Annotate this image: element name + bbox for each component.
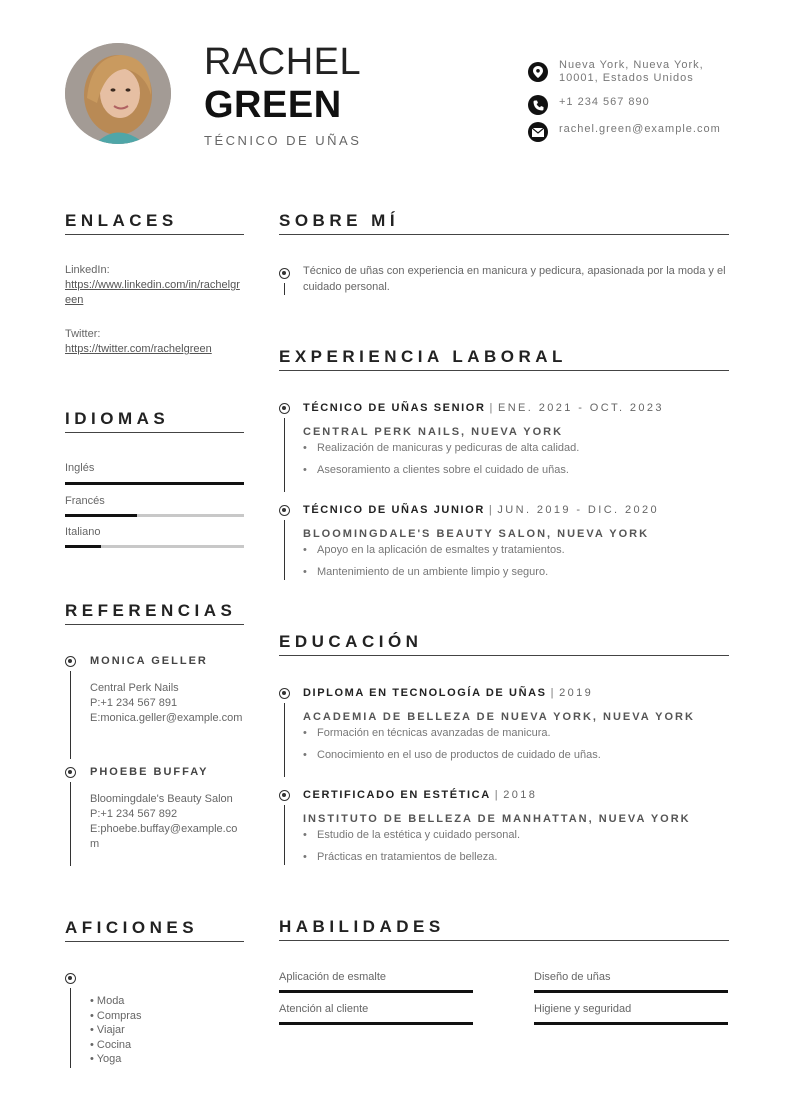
- first-name: RACHEL: [204, 41, 362, 83]
- twitter-block: [65, 327, 245, 357]
- language-level-bar: [65, 545, 244, 548]
- language-level-fill: [65, 482, 244, 485]
- education-heading: [303, 687, 593, 699]
- job-dates: ENE. 2021 - OCT. 2023: [497, 402, 664, 414]
- education-heading: [303, 789, 537, 801]
- reference-name: PHOEBE BUFFAY: [90, 766, 209, 778]
- language-level-bar: [65, 514, 244, 517]
- hobby-item: • Yoga: [90, 1053, 122, 1066]
- hobby-list: [90, 994, 142, 1067]
- timeline-line: [70, 671, 71, 759]
- avatar: [65, 43, 171, 144]
- education-dates: 2018: [503, 789, 538, 801]
- timeline-dot-icon: [279, 403, 290, 414]
- timeline-dot-icon: [279, 505, 290, 516]
- language-level-fill: [65, 514, 137, 517]
- education-task: • Formación en técnicas avanzadas de manicura.: [303, 727, 551, 739]
- linkedin-link[interactable]: https://www.linkedin.com/in/rachelgreen: [65, 279, 240, 306]
- education-separator: |: [494, 789, 500, 801]
- education-degree: CERTIFICADO EN ESTÉTICA: [303, 789, 491, 801]
- skill-bar: [534, 1022, 728, 1025]
- email-text[interactable]: rachel.green@example.com: [559, 123, 721, 135]
- timeline-line: [284, 283, 285, 295]
- job-dates: JUN. 2019 - DIC. 2020: [497, 504, 660, 516]
- phone-icon: [528, 95, 548, 115]
- education-title: EDUCACIÓN: [279, 632, 423, 651]
- job-task: • Apoyo en la aplicación de esmaltes y tratamientos.: [303, 544, 565, 556]
- languages-divider: [65, 432, 244, 433]
- skills-title: HABILIDADES: [279, 917, 445, 936]
- job-heading: [303, 504, 659, 516]
- education-task: • Estudio de la estética y cuidado personal.: [303, 829, 520, 841]
- job-heading: [303, 402, 664, 414]
- job-role: TÉCNICO DE UÑAS SENIOR: [303, 402, 486, 414]
- language-level-fill: [65, 545, 101, 548]
- hobbies-divider: [65, 941, 244, 942]
- timeline-line: [70, 988, 71, 1068]
- twitter-label: Twitter:: [65, 328, 101, 340]
- timeline-dot-icon: [65, 656, 76, 667]
- job-role: TÉCNICO DE UÑAS JUNIOR: [303, 504, 485, 516]
- language-label: Inglés: [65, 462, 95, 474]
- timeline-line: [284, 418, 285, 492]
- skill-label: Diseño de uñas: [534, 971, 611, 983]
- last-name: GREEN: [204, 84, 342, 126]
- timeline-dot-icon: [279, 268, 290, 279]
- language-level-bar: [65, 482, 244, 485]
- job-separator: |: [488, 504, 494, 516]
- education-school: ACADEMIA DE BELLEZA DE NUEVA YORK, NUEVA YORK: [303, 711, 695, 723]
- job-task: • Mantenimiento de un ambiente limpio y seguro.: [303, 566, 548, 578]
- reference-name: MONICA GELLER: [90, 655, 208, 667]
- education-degree: DIPLOMA EN TECNOLOGÍA DE UÑAS: [303, 687, 547, 699]
- reference-details: [90, 792, 245, 852]
- timeline-dot-icon: [279, 688, 290, 699]
- experience-divider: [279, 370, 729, 371]
- skill-label: Higiene y seguridad: [534, 1003, 632, 1015]
- contact-email: [528, 122, 729, 142]
- language-label: Italiano: [65, 526, 101, 538]
- reference-email: E:monica.geller@example.com: [90, 712, 243, 724]
- skill-bar: [534, 990, 728, 993]
- reference-details: [90, 681, 245, 726]
- education-divider: [279, 655, 729, 656]
- skill-bar: [279, 990, 473, 993]
- reference-company: Bloomingdale's Beauty Salon: [90, 793, 233, 805]
- hobby-item: • Compras: [90, 1009, 142, 1022]
- contact-phone: [528, 95, 729, 115]
- skills-divider: [279, 940, 729, 941]
- linkedin-block: [65, 263, 245, 308]
- hobby-item: • Moda: [90, 995, 125, 1007]
- email-icon: [528, 122, 548, 142]
- job-task: • Realización de manicuras y pedicuras de alta calidad.: [303, 442, 579, 454]
- timeline-line: [284, 520, 285, 580]
- references-title: REFERENCIAS: [65, 601, 237, 620]
- about-title: SOBRE MÍ: [279, 211, 400, 230]
- address-text: Nueva York, Nueva York, 10001, Estados Unidos: [559, 59, 704, 84]
- skill-label: Atención al cliente: [279, 1003, 369, 1015]
- hobby-item: • Cocina: [90, 1038, 132, 1051]
- links-divider: [65, 234, 244, 235]
- timeline-line: [70, 782, 71, 866]
- contact-address: [528, 59, 729, 85]
- education-task: • Prácticas en tratamientos de belleza.: [303, 851, 497, 863]
- education-dates: 2019: [559, 687, 594, 699]
- links-title: ENLACES: [65, 211, 178, 230]
- languages-title: IDIOMAS: [65, 409, 170, 428]
- experience-title: EXPERIENCIA LABORAL: [279, 347, 567, 366]
- job-task: • Asesoramiento a clientes sobre el cuidado de uñas.: [303, 464, 569, 476]
- timeline-line: [284, 703, 285, 777]
- timeline-dot-icon: [65, 767, 76, 778]
- education-separator: |: [550, 687, 556, 699]
- language-label: Francés: [65, 495, 105, 507]
- hobbies-title: AFICIONES: [65, 918, 199, 937]
- job-separator: |: [489, 402, 494, 414]
- about-divider: [279, 234, 729, 235]
- reference-email: E:phoebe.buffay@example.com: [90, 823, 238, 850]
- job-company: CENTRAL PERK NAILS, NUEVA YORK: [303, 426, 564, 438]
- timeline-dot-icon: [65, 973, 76, 984]
- reference-phone: P:+1 234 567 891: [90, 697, 178, 709]
- linkedin-label: LinkedIn:: [65, 264, 110, 276]
- profile-photo: [65, 43, 171, 144]
- location-pin-icon: [528, 62, 548, 82]
- hobby-item: • Viajar: [90, 1024, 125, 1037]
- education-task: • Conocimiento en el uso de productos de cuidado de uñas.: [303, 749, 601, 761]
- twitter-link[interactable]: https://twitter.com/rachelgreen: [65, 343, 212, 355]
- job-title: TÉCNICO DE UÑAS: [204, 133, 362, 148]
- reference-company: Central Perk Nails: [90, 682, 179, 694]
- references-divider: [65, 624, 244, 625]
- phone-text[interactable]: +1 234 567 890: [559, 96, 650, 108]
- timeline-dot-icon: [279, 790, 290, 801]
- about-text: Técnico de uñas con experiencia en manicura y pedicura, apasionada por la moda y el cuidado personal.: [303, 265, 726, 293]
- timeline-line: [284, 805, 285, 865]
- job-company: BLOOMINGDALE'S BEAUTY SALON, NUEVA YORK: [303, 528, 650, 540]
- skill-bar: [279, 1022, 473, 1025]
- education-school: INSTITUTO DE BELLEZA DE MANHATTAN, NUEVA YORK: [303, 813, 691, 825]
- reference-phone: P:+1 234 567 892: [90, 808, 178, 820]
- skill-label: Aplicación de esmalte: [279, 971, 387, 983]
